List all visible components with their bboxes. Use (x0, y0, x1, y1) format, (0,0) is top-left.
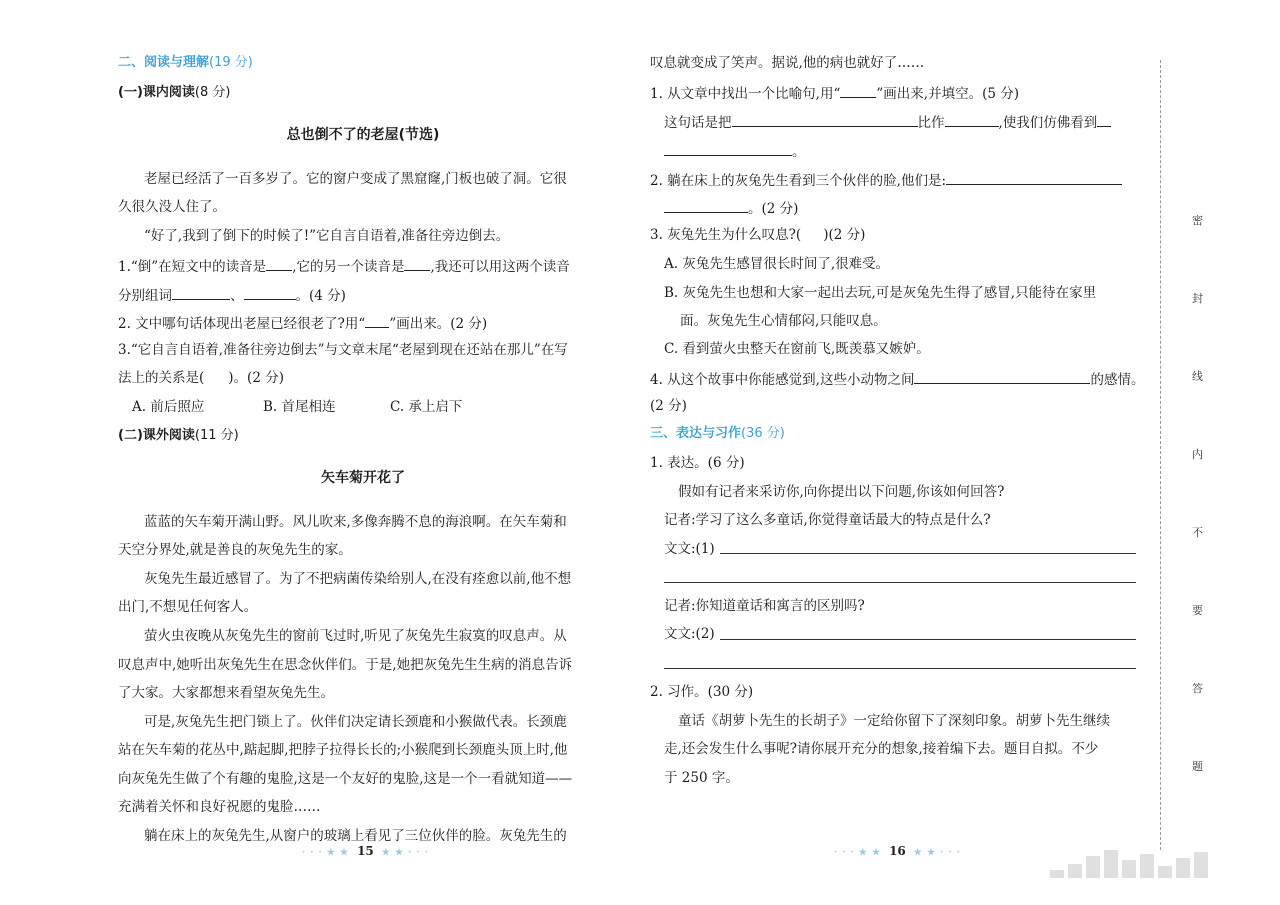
section-2-heading: 二、阅读与理解(19 分) (118, 55, 253, 70)
option-a[interactable]: A. 前后照应 (132, 399, 205, 415)
passage-2-line: 灰兔先生最近感冒了。为了不把病菌传染给别人,在没有痊愈以前,他不想 (144, 571, 572, 587)
answer-blank[interactable] (244, 285, 296, 300)
seal-char: 密 (1192, 214, 1203, 227)
passage-2-line: 充满着关怀和良好祝愿的鬼脸…… (118, 799, 321, 815)
answer-blank[interactable] (1097, 112, 1111, 127)
page-footer-right: · · · ★ ★ 16 ★ ★ · · · (834, 844, 961, 858)
underline-sample (365, 313, 389, 328)
passage-1-line: 久很久没人住了。 (118, 199, 226, 215)
composition-line: 童话《胡萝卜先生的长胡子》一定给你留下了深刻印象。胡萝卜先生继续 (678, 713, 1110, 729)
answer-blank[interactable] (946, 170, 1122, 185)
passage-1-title: 总也倒不了的老屋(节选) (286, 127, 440, 143)
composition-task-title: 2. 习作。(30 分) (650, 684, 754, 700)
passage-2-line: 向灰兔先生做了个有趣的鬼脸,这是一个友好的鬼脸,这是一个一看就知道—— (118, 771, 573, 787)
passage-2-line: 出门,不想见任何客人。 (118, 599, 258, 615)
seal-char: 内 (1192, 448, 1203, 461)
answer-blank[interactable] (664, 198, 748, 213)
passage-2-line: 躺在床上的灰兔先生,从窗户的玻璃上看见了三位伙伴的脸。灰兔先生的 (144, 828, 567, 844)
answer-blank[interactable] (914, 369, 1090, 384)
answer-line[interactable] (720, 639, 1136, 640)
question-2: 2. 躺在床上的灰兔先生看到三个伙伴的脸,他们是: (650, 170, 1122, 190)
question-1: 1. 从文章中找出一个比喻句,用“ ”画出来,并填空。(5 分) (650, 83, 1019, 103)
question-3: 3. 灰兔先生为什么叹息?( )(2 分) (650, 227, 866, 243)
passage-2-line: 蓝蓝的矢车菊开满山野。风儿吹来,多像奔腾不息的海浪啊。在矢车菊和 (144, 514, 567, 530)
question-1-fill-cont: 。 (664, 141, 806, 161)
question-2-cont: 。(2 分) (664, 198, 798, 218)
answer-blank[interactable] (404, 256, 430, 271)
answer-blank[interactable] (664, 141, 792, 156)
option-c[interactable]: C. 看到萤火虫整天在窗前飞,既羡慕又嫉妒。 (664, 341, 930, 357)
passage-2-line: 了大家。大家都想来看望灰兔先生。 (118, 685, 334, 701)
answer-label-1: 文文:(1) (664, 541, 715, 557)
option-b[interactable]: B. 首尾相连 (263, 399, 336, 415)
expression-task-title: 1. 表达。(6 分) (650, 455, 745, 471)
reporter-question-1: 记者:学习了这么多童话,你觉得童话最大的特点是什么? (664, 512, 991, 528)
passage-2-line: 站在矢车菊的花丛中,踮起脚,把脖子拉得长长的;小猴爬到长颈鹿头顶上时,他 (118, 742, 568, 758)
passage-2-line: 可是,灰兔先生把门锁上了。伙伴们决定请长颈鹿和小猴做代表。长颈鹿 (144, 714, 567, 730)
passage-1-line: 老屋已经活了一百多岁了。它的窗户变成了黑窟窿,门板也破了洞。它很 (144, 171, 567, 187)
question-3-cont: 法上的关系是( )。(2 分) (118, 370, 284, 386)
seal-char: 题 (1192, 760, 1203, 773)
passage-2-line: 萤火虫夜晚从灰兔先生的窗前飞过时,听见了灰兔先生寂寞的叹息声。从 (144, 628, 567, 644)
part-2-heading: (二)课外阅读(11 分) (118, 428, 239, 443)
seal-dashed-line (1160, 60, 1161, 850)
answer-line[interactable] (664, 582, 1136, 583)
answer-blank[interactable] (172, 285, 230, 300)
question-1: 1.“倒”在短文中的读音是 ,它的另一个读音是 ,我还可以用这两个读音 (118, 256, 570, 276)
option-b[interactable]: B. 灰兔先生也想和大家一起出去玩,可是灰兔先生得了感冒,只能待在家里 (664, 285, 1097, 301)
seal-char: 不 (1192, 526, 1203, 539)
part-1-heading: (一)课内阅读(8 分) (118, 85, 231, 100)
expression-intro: 假如有记者来采访你,向你提出以下问题,你该如何回答? (678, 484, 1005, 500)
page-number: 15 (357, 844, 374, 858)
option-c[interactable]: C. 承上启下 (390, 399, 463, 415)
question-1-fill: 这句话是把 比作 ,使我们仿佛看到 (664, 112, 1111, 132)
passage-2-line: 天空分界处,就是善良的灰兔先生的家。 (118, 542, 352, 558)
underline-sample (840, 83, 876, 98)
composition-line: 于 250 字。 (664, 770, 739, 786)
answer-blank[interactable] (266, 256, 292, 271)
question-3: 3.“它自言自语着,准备往旁边倒去”与文章末尾“老屋到现在还站在那儿”在写 (118, 342, 568, 358)
composition-line: 走,还会发生什么事呢?请你展开充分的想象,接着编下去。题目自拟。不少 (664, 741, 1099, 757)
answer-blank[interactable] (732, 112, 918, 127)
page-footer-left: · · · ★ ★ 15 ★ ★ · · · (302, 844, 429, 858)
option-b-cont: 面。灰兔先生心情郁闷,只能叹息。 (680, 313, 887, 329)
seal-char: 线 (1192, 370, 1203, 383)
seal-char: 要 (1192, 604, 1203, 617)
question-1-cont: 分别组词 、 。(4 分) (118, 285, 346, 305)
page-number: 16 (889, 844, 906, 858)
answer-line[interactable] (664, 668, 1136, 669)
seal-char: 答 (1192, 682, 1203, 695)
passage-1-line: “好了,我到了倒下的时候了!”它自言自语着,准备往旁边倒去。 (144, 228, 510, 244)
answer-blank[interactable] (945, 112, 999, 127)
passage-2-title: 矢车菊开花了 (321, 470, 405, 486)
seal-char: 封 (1192, 292, 1203, 305)
passage-2-line: 叹息声中,她听出灰兔先生在思念伙伴们。于是,她把灰兔先生生病的消息告诉 (118, 657, 573, 673)
section-3-heading: 三、表达与习作(36 分) (650, 426, 785, 441)
reporter-question-2: 记者:你知道童话和寓言的区别吗? (664, 598, 865, 614)
answer-line[interactable] (720, 553, 1136, 554)
question-2: 2. 文中哪句话体现出老屋已经很老了?用“ ”画出来。(2 分) (118, 313, 487, 333)
option-a[interactable]: A. 灰兔先生感冒很长时间了,很难受。 (664, 256, 890, 272)
watermark-graphic (1050, 850, 1250, 880)
question-4-points: (2 分) (650, 398, 687, 414)
answer-label-2: 文文:(2) (664, 626, 715, 642)
question-4: 4. 从这个故事中你能感觉到,这些小动物之间 的感情。 (650, 369, 1144, 389)
passage-2-continued: 叹息就变成了笑声。据说,他的病也就好了…… (650, 55, 925, 71)
